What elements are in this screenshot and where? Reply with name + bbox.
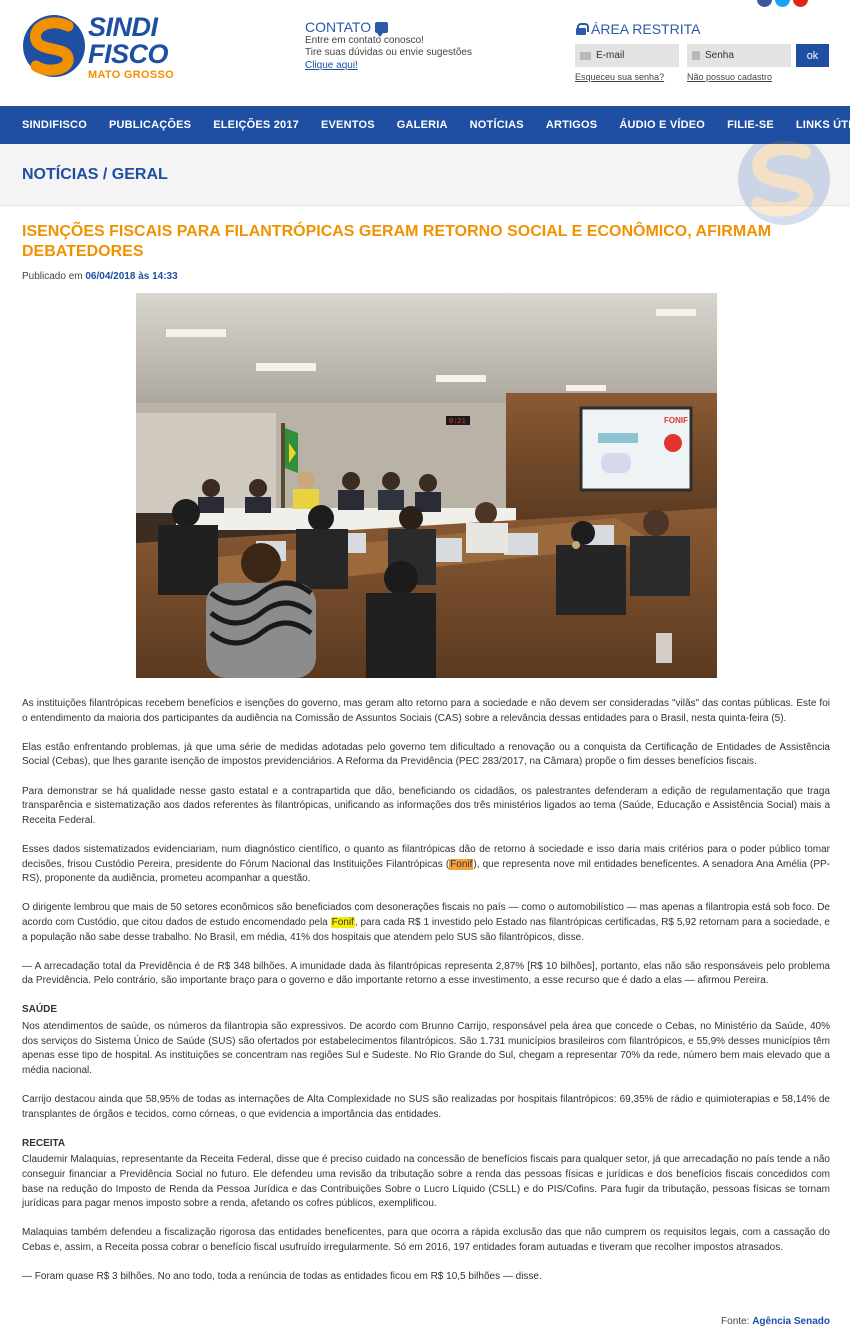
source-link[interactable]: Agência Senado bbox=[752, 1316, 830, 1327]
paragraph-8: Carrijo destacou ainda que 58,95% de todas as internações de Alta Complexidade no SUS são realizadas por hospitais filantrópicos: 69,35% de rádio e quimioterapias e 58,14% de transplantes de órgãos e tecidos, como córneas, o que evidencia a importância das entidades. bbox=[22, 1094, 830, 1120]
main-nav bbox=[0, 106, 867, 144]
paragraph-9: Claudemir Malaquias, representante da Receita Federal, disse que é preciso cuidado na concessão de benefícios fiscais para qualquer setor, já que arrecadação no país tende a não conseguir financiar a Previdência Social no futuro. Ele defendeu uma revisão da tributação sobre a renda das pessoas físicas e jurídicas e dos benefícios fiscais concedidos com base na redução do Imposto de Renda da Pessoa Jurídica e das Contribuições Sobre o Lucro Líquido (CSLL) e do PIS/Cofins. Para fugir da tributação, pessoas físicas se tornam jurídicas para pagar menos imposto sobre a renda, afetando os cofres públicos, exemplificou. bbox=[22, 1154, 830, 1210]
paragraph-4 bbox=[22, 843, 830, 887]
article-photo bbox=[136, 293, 717, 678]
source-label: Fonte: bbox=[721, 1316, 750, 1327]
nav-item-links-uteis[interactable]: LINKS ÚTEIS bbox=[795, 119, 867, 131]
contact-line1: Entre em contato conosco! bbox=[305, 35, 424, 46]
nav-item-sindifisco[interactable]: SINDIFISCO bbox=[22, 119, 87, 131]
paragraph-4-part-a: Esses dados sistematizados evidenciariam, num diagnóstico científico, o quanto as filantrópicas dão de retorno à sociedade e isso daria mais critérios para o poder público tomar decisões, frisou Custódio Pereira, presidente do Fórum Nacional das Instituições Filantrópicas ( bbox=[22, 843, 830, 870]
logo-word-fisco: FISCO bbox=[88, 39, 169, 69]
site-header bbox=[0, 0, 850, 106]
article-body bbox=[22, 697, 830, 1299]
published-label: Publicado em bbox=[22, 271, 83, 282]
paragraph-5-part-b: , para cada R$ 1 investido pelo Estado nas filantrópicas certificadas, R$ 5,92 retornam para a sociedade, e a população não sabe desse trabalho. No Brasil, em média, 41% dos hospitais que atendem pelo SUS são filantrópicos, disse. bbox=[22, 916, 830, 943]
restricted-area-title-block bbox=[576, 21, 700, 37]
social-links bbox=[757, 0, 808, 7]
sindifisco-logo[interactable] bbox=[22, 12, 182, 80]
nav-item-artigos[interactable]: ARTIGOS bbox=[545, 119, 598, 131]
watermark-logo-icon bbox=[734, 144, 834, 214]
contact-block bbox=[305, 19, 505, 71]
paragraph-10: Malaquias também defendeu a fiscalização rigorosa das entidades beneficentes, para que ocorra a rápida exclusão das que não cumprem os requisitos legais, com a cassação do Cebas e, assim, a Receita possa cobrar o benefício fiscal usufruído irregularmente. Só em 2016, 197 entidades foram autuadas e tiveram que recolher impostos atrasados. bbox=[22, 1227, 830, 1253]
nav-item-eleicoes[interactable]: ELEIÇÕES 2017 bbox=[213, 119, 299, 131]
password-input[interactable] bbox=[705, 50, 775, 61]
forgot-password-link[interactable]: Esqueceu sua senha? bbox=[575, 72, 665, 82]
chat-bubble-icon bbox=[375, 22, 388, 33]
logo-emblem-icon bbox=[22, 12, 86, 80]
email-field[interactable] bbox=[575, 44, 679, 67]
section-title: NOTÍCIAS / GERAL bbox=[22, 166, 168, 183]
logo-subtitle: MATO GROSSO bbox=[88, 69, 175, 81]
contact-line2: Tire suas dúvidas ou envie sugestões bbox=[305, 47, 472, 58]
subheading-saude: SAÚDE bbox=[22, 1004, 58, 1016]
paragraph-7: Nos atendimentos de saúde, os números da filantropia são expressivos. De acordo com Brunno Carrijo, responsável pela área que concede o Cebas, no Ministério da Saúde, 40% dos serviços do Sistema Único de Saúde (SUS) são ofertados por estabelecimentos filantrópicos. São 1.731 municípios brasileiros com filantrópicos, e 55,9% desses municípios têm apenas esse tipo de hospital. As instituições se concentram nas regiões Sul e Sudeste. No Rio Grande do Sul, chegam a representar 70% da rede, número bem mais elevado que a média nacional. bbox=[22, 1021, 830, 1076]
subheading-receita: RECEITA bbox=[22, 1137, 66, 1149]
logo-word-sindi: SINDI bbox=[88, 12, 158, 42]
committee-hearing-photo bbox=[136, 293, 717, 678]
paragraph-1: As instituições filantrópicas recebem benefícios e isenções do governo, mas geram alto retorno para a sociedade e não devem ser consideradas "vilãs" das contas públicas. Este foi o entendimento da maioria dos participantes da audiência na Comissão de Assuntos Sociais (CAS) sobre a relevância dessas entidades para o Brasil, nesta quinta-feira (5). bbox=[22, 698, 830, 724]
screen-logo-text: FONIF bbox=[664, 416, 688, 425]
nav-item-noticias[interactable]: NOTÍCIAS bbox=[469, 119, 524, 131]
published-date: 06/04/2018 às 14:33 bbox=[85, 271, 178, 282]
contact-title: CONTATO bbox=[305, 19, 372, 35]
paragraph-4-part-b: ), que representa nove mil entidades beneficentes. A senadora Ana Amélia (PP-RS), proponente da audiência, prometeu acompanhar a questão. bbox=[22, 858, 830, 885]
highlight-fonif: Fonif bbox=[331, 916, 354, 928]
facebook-icon[interactable] bbox=[757, 0, 772, 7]
nav-item-audio-video[interactable]: ÁUDIO E VÍDEO bbox=[619, 119, 706, 131]
youtube-icon[interactable] bbox=[793, 0, 808, 7]
paragraph-5 bbox=[22, 901, 830, 945]
register-link[interactable]: Não possuo cadastro bbox=[687, 72, 773, 82]
nav-item-eventos[interactable]: EVENTOS bbox=[320, 119, 375, 131]
highlight-fonif: Fonif bbox=[450, 858, 473, 870]
paragraph-11: — Foram quase R$ 3 bilhões. No ano todo, toda a renúncia de todas as entidades ficou em R$ 10,5 bilhões — disse. bbox=[22, 1271, 542, 1283]
article-source bbox=[721, 1316, 830, 1327]
paragraph-3: Para demonstrar se há qualidade nesse gasto estatal e a contrapartida que dão, beneficiando os cidadãos, os palestrantes defenderam a edição de regulamentação que traga transparência e sistematização aos dados referentes às filantrópicas, unificando as informações dos três ministérios ligados ao tema (Saúde, Educação e Assistência Social) mais a Receita Federal. bbox=[22, 785, 830, 826]
photo-clock-text: 0:21 bbox=[449, 418, 466, 426]
restricted-area-title: ÁREA RESTRITA bbox=[591, 21, 701, 37]
nav-item-galeria[interactable]: GALERIA bbox=[396, 119, 448, 131]
lock-icon bbox=[576, 23, 586, 35]
email-input[interactable] bbox=[596, 50, 666, 61]
nav-item-publicacoes[interactable]: PUBLICAÇÕES bbox=[108, 119, 192, 131]
section-band bbox=[0, 144, 850, 206]
paragraph-6: — A arrecadação total da Previdência é de R$ 348 bilhões. A imunidade dada às filantrópicas representa 2,87% [R$ 10 bilhões], portanto, elas não são responsáveis pelo problema da Previdência. Pelo contrário, são importante braço para o governo e dão importante retorno a esse investimento, a esse recurso que é dado a elas — afirmou Pereira. bbox=[22, 960, 830, 987]
publish-info bbox=[22, 271, 178, 282]
padlock-icon bbox=[692, 51, 700, 60]
paragraph-5-part-a: O dirigente lembrou que mais de 50 setores econômicos são beneficiados com desonerações fiscais no país — como o automobilístico — mas apenas a filantropia está sob foco. De acordo com Custódio, que citou dados de estudo encomendado pela bbox=[22, 902, 830, 928]
password-field[interactable] bbox=[687, 44, 791, 67]
article-title: ISENÇÕES FISCAIS PARA FILANTRÓPICAS GERAM RETORNO SOCIAL E ECONÔMICO, AFIRMAM DEBATEDORES bbox=[22, 223, 772, 260]
nav-item-filie-se[interactable]: FILIE-SE bbox=[727, 119, 774, 131]
paragraph-2: Elas estão enfrentando problemas, já que uma série de medidas adotadas pelo governo tem dificultado a renovação ou a conquista da Certificação de Entidades de Assistência Social (Cebas), que lhes garante isenção de impostos previdenciários. A Reforma da Previdência (PEC 283/2017, na Câmara) propõe o fim desses benefícios fiscais. bbox=[22, 741, 830, 768]
login-button[interactable]: ok bbox=[796, 44, 829, 67]
contact-link[interactable]: Clique aqui! bbox=[305, 60, 358, 71]
twitter-icon[interactable] bbox=[775, 0, 790, 7]
mail-icon bbox=[580, 52, 591, 60]
